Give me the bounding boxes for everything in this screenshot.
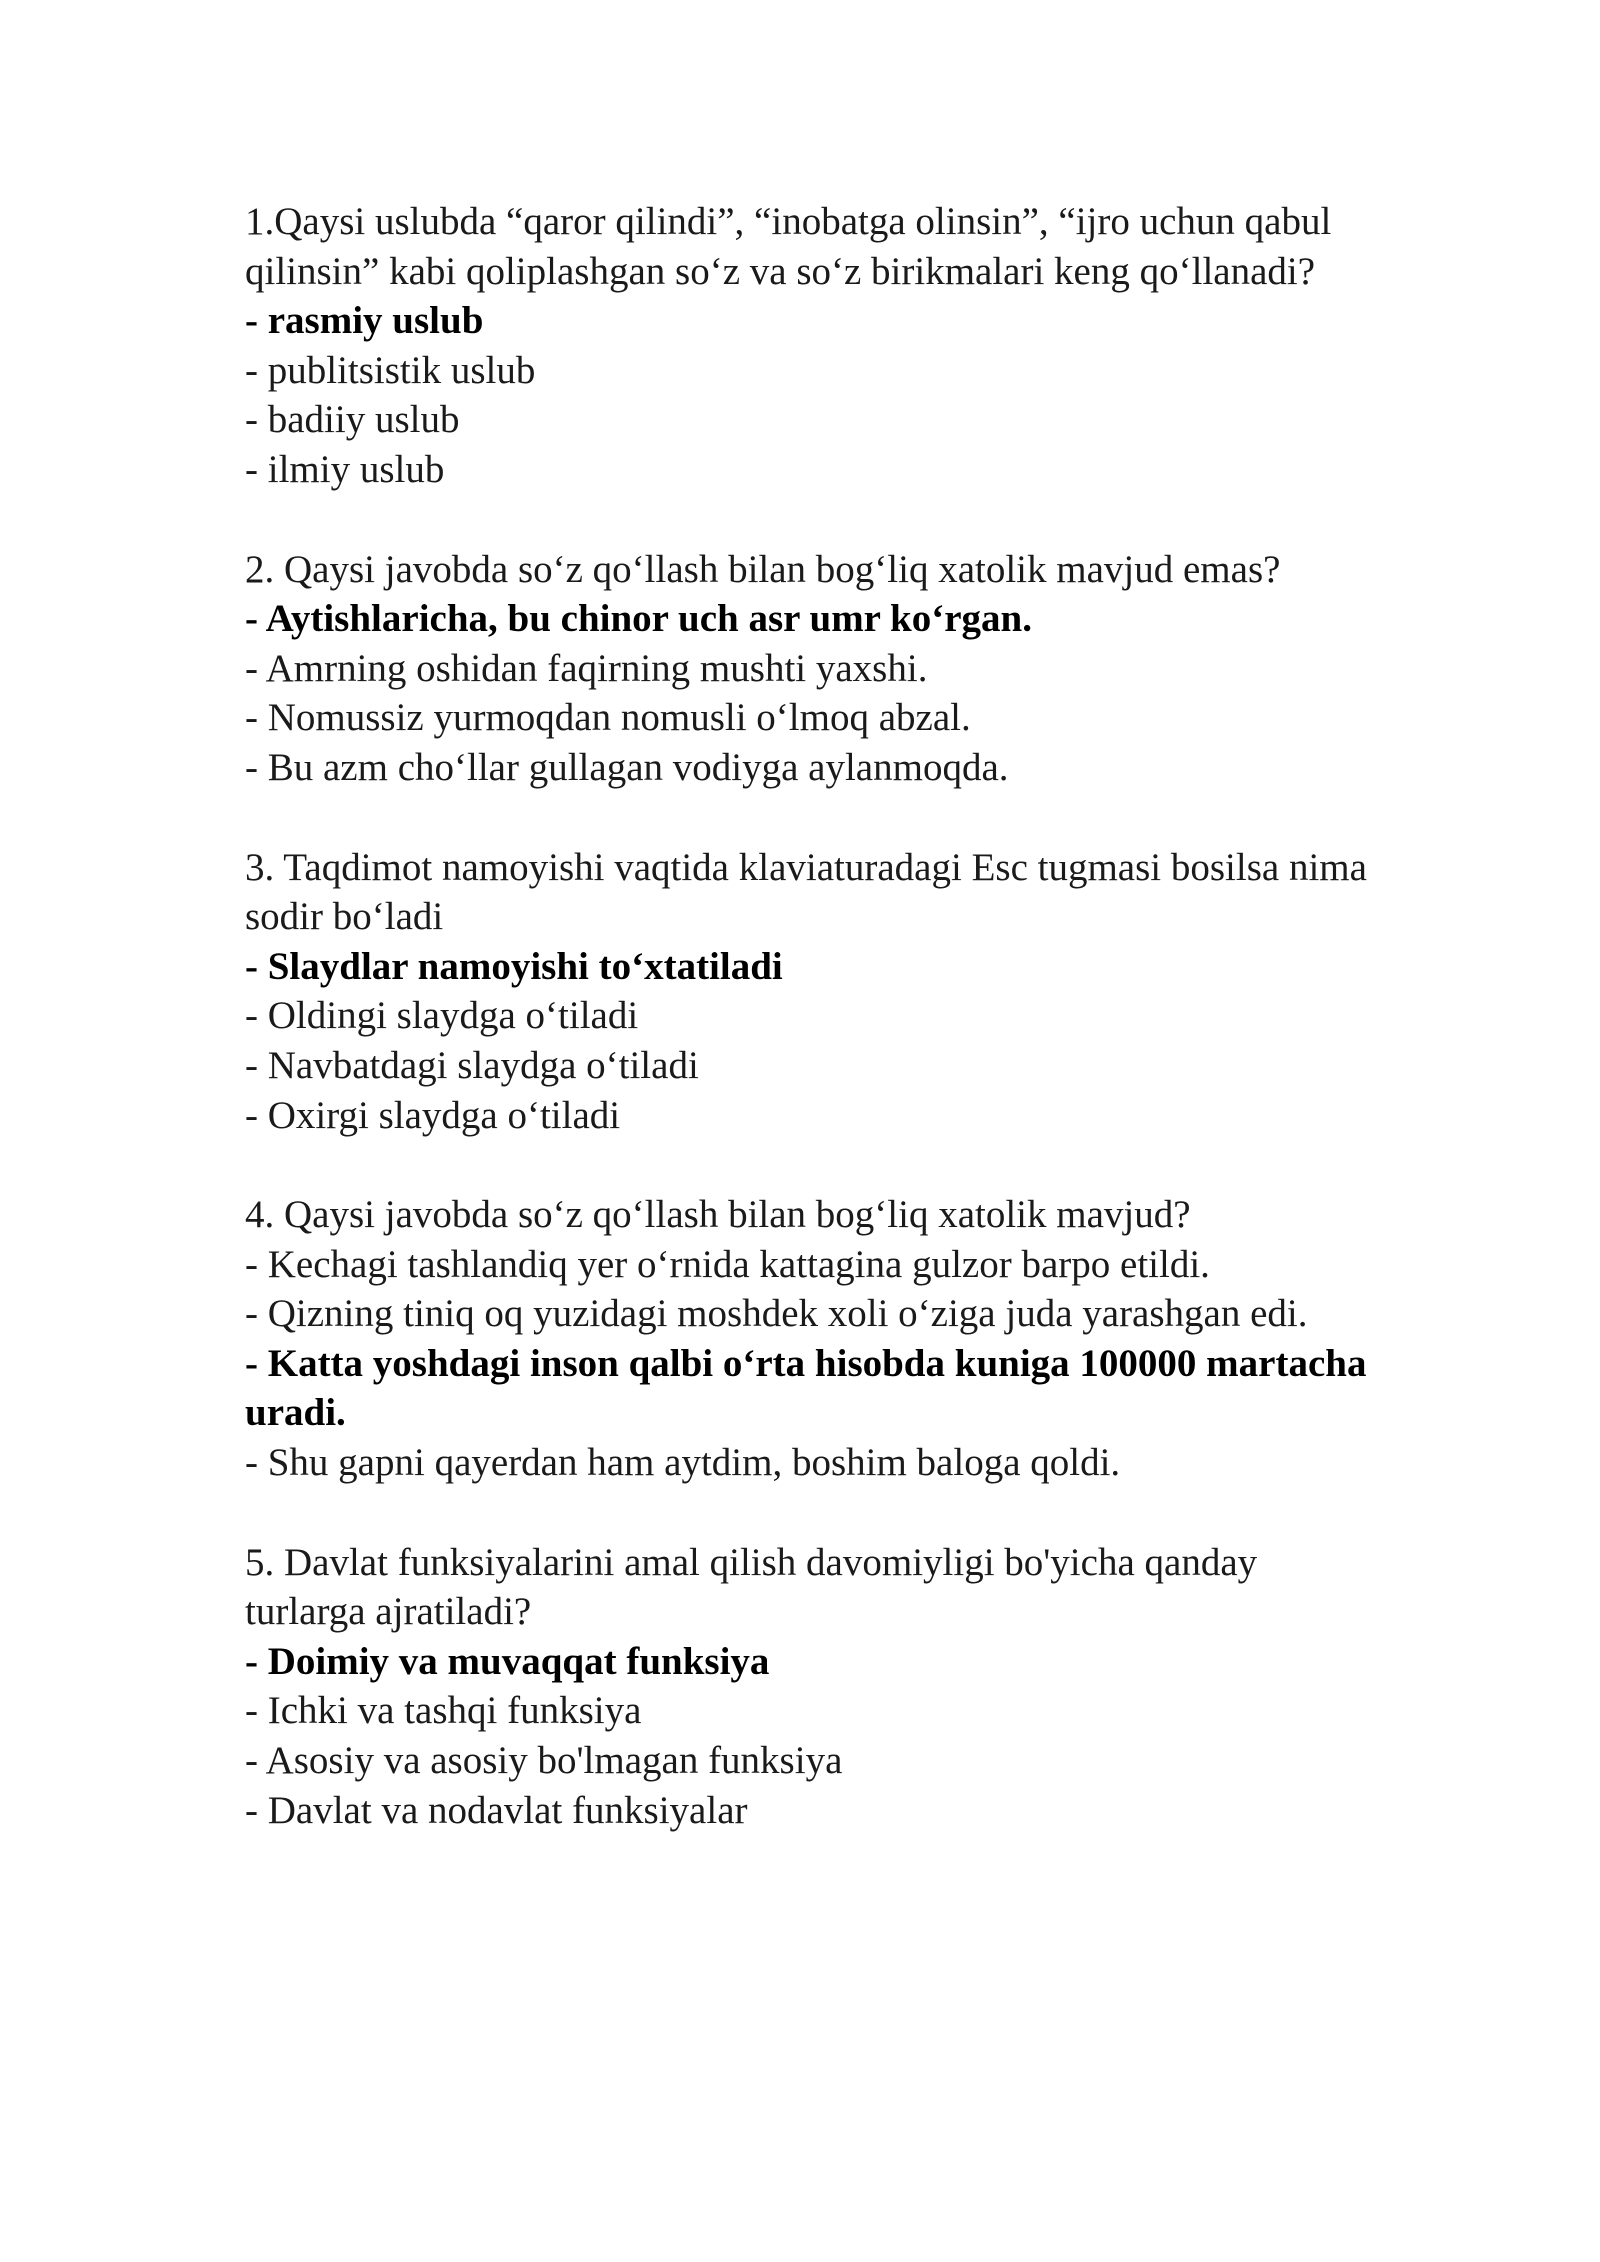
answer-option: - Bu azm cho‘llar gullagan vodiyga aylanmoqda.: [245, 745, 1009, 789]
answer-option: - ilmiy uslub: [245, 447, 445, 491]
question-text: 4. Qaysi javobda so‘z qo‘llash bilan bog‘liq xatolik mavjud?: [245, 1193, 1191, 1237]
answer-option: - publitsistik uslub: [245, 348, 536, 392]
answer-option-correct: - Katta yoshdagi inson qalbi o‘rta hisobda kuniga 100000 martacha uradi.: [245, 1341, 1367, 1435]
question-text: 5. Davlat funksiyalarini amal qilish davomiyligi bo'yicha qanday turlarga ajratiladi?: [245, 1540, 1258, 1634]
answer-option: - Amrning oshidan faqirning mushti yaxshi.: [245, 646, 928, 690]
answer-option: - Nomussiz yurmoqdan nomusli o‘lmoq abzal.: [245, 696, 971, 740]
answer-option: - Kechagi tashlandiq yer o‘rnida kattagina gulzor barpo etildi.: [245, 1242, 1210, 1286]
question-3: [245, 843, 1385, 1141]
question-1: [245, 197, 1385, 495]
answer-option: - Navbatdagi slaydga o‘tiladi: [245, 1043, 699, 1087]
question-text: 1.Qaysi uslubda “qaror qilindi”, “inobatga olinsin”, “ijro uchun qabul qilinsin” kabi qoliplashgan so‘z va so‘z birikmalari keng qo‘llanadi?: [245, 200, 1332, 293]
answer-option: - Qizning tiniq oq yuzidagi moshdek xoli o‘ziga juda yarashgan edi.: [245, 1292, 1308, 1336]
answer-option-correct: - Doimiy va muvaqqat funksiya: [245, 1639, 770, 1683]
answer-option-correct: - Aytishlaricha, bu chinor uch asr umr ko‘rgan.: [245, 597, 1032, 641]
question-2: [245, 545, 1385, 793]
answer-option: - Ichki va tashqi funksiya: [245, 1689, 642, 1733]
question-text: 3. Taqdimot namoyishi vaqtida klaviaturadagi Esc tugmasi bosilsa nima sodir bo‘ladi: [245, 845, 1367, 939]
question-text: 2. Qaysi javobda so‘z qo‘llash bilan bog‘liq xatolik mavjud emas?: [245, 547, 1281, 591]
answer-option-correct: - rasmiy uslub: [245, 299, 484, 343]
answer-option-correct: - Slaydlar namoyishi to‘xtatiladi: [245, 944, 783, 988]
answer-option: - Asosiy va asosiy bo'lmagan funksiya: [245, 1739, 843, 1783]
question-5: [245, 1538, 1385, 1836]
answer-option: - Davlat va nodavlat funksiyalar: [245, 1788, 748, 1832]
answer-option: - badiiy uslub: [245, 398, 460, 442]
answer-option: - Oxirgi slaydga o‘tiladi: [245, 1093, 621, 1137]
question-4: [245, 1190, 1385, 1488]
answer-option: - Shu gapni qayerdan ham aytdim, boshim baloga qoldi.: [245, 1441, 1121, 1485]
answer-option: - Oldingi slaydga o‘tiladi: [245, 994, 639, 1038]
document-page: [245, 197, 1385, 1885]
